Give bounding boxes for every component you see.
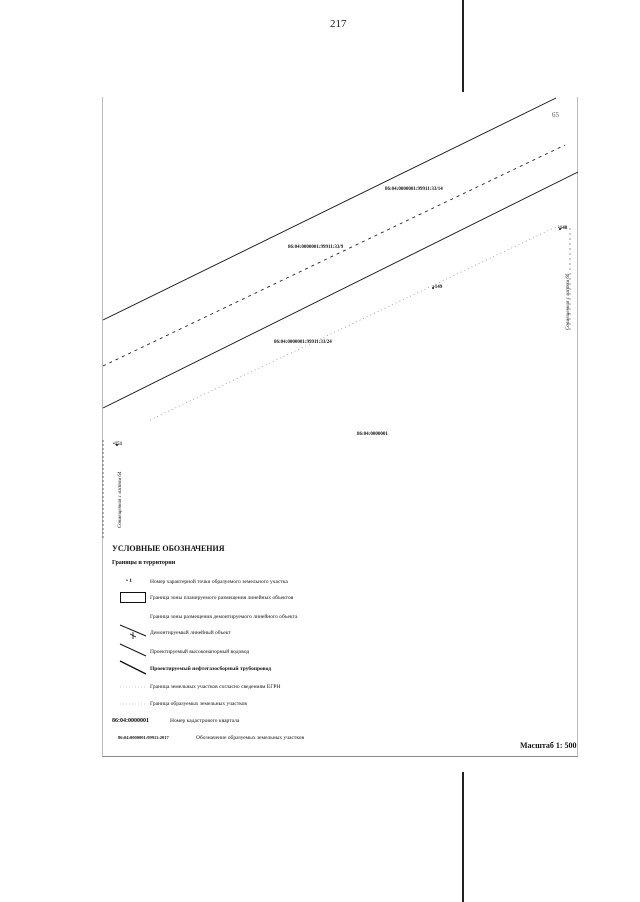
legend-quarter-code: 86:04:0000001 [112, 718, 149, 724]
legend-item-oil-pipe: Проектируемый нефтегазосборный трубопровод [150, 666, 271, 672]
water-pipe-icon [120, 644, 146, 656]
legend-title: УСЛОВНЫЕ ОБОЗНАЧЕНИЯ [112, 544, 225, 553]
zone-boundary-lower [103, 172, 578, 408]
demolished-object-line [103, 145, 568, 366]
oil-pipe-icon [120, 661, 146, 674]
legend-item-demolished-object: Демонтируемый линейный объект [150, 630, 231, 636]
parcel-label-14: 86:04:0000001:99911:33/14 [385, 187, 443, 192]
point-label-148: •148 [558, 226, 568, 231]
legend-quarter-code-text: Номер кадастрового квартала [170, 718, 240, 724]
legend-item-point-number: Номер характерной точки образуемого земельного участка [150, 579, 288, 585]
legend-item-new-parcel-boundary: Граница образуемых земельных участков [150, 701, 247, 707]
legend [112, 541, 352, 747]
zone-boundary-upper [103, 98, 556, 320]
page-number: 217 [330, 18, 347, 30]
vertical-label-right: Совмещенная с листом 66 [566, 273, 571, 330]
legend-parcel-code-text: Обозначение образуемых земельных участков [196, 735, 305, 741]
legend-item-planned-zone: Граница зоны планируемого размещения линейных объектов [150, 595, 294, 601]
parcel-label-24: 86:04:0000001:99911:33/24 [274, 340, 332, 345]
legend-item-water-pipe: Проектируемый высоконапорный водовод [150, 649, 250, 655]
point-label-149: •149 [433, 285, 443, 290]
legend-line-symbols [112, 541, 152, 741]
legend-point-symbol: • 1 [126, 578, 133, 584]
parcel-boundary-dotted [150, 225, 560, 420]
quarter-label: 86:04:0000001 [357, 432, 388, 437]
map-scale: Масштаб 1: 500 [520, 741, 577, 750]
legend-subtitle: Границы и территории [112, 560, 176, 566]
legend-item-egrn-boundary: Граница земельных участков согласно сведениям ЕГРН [150, 684, 281, 690]
parcel-label-9: 86:04:0000001:99911:33/9 [288, 245, 344, 250]
legend-parcel-code: 86:04:0000001:99911:2017 [118, 735, 169, 740]
legend-item-demolition-zone: Граница зоны размещения демонтируемого линейного объекта [150, 614, 298, 620]
corner-sheet-label: 65 [552, 111, 559, 119]
point-label-151: •151 [113, 442, 123, 447]
vertical-label-left: Совмещенная с листом 64 [118, 471, 123, 528]
